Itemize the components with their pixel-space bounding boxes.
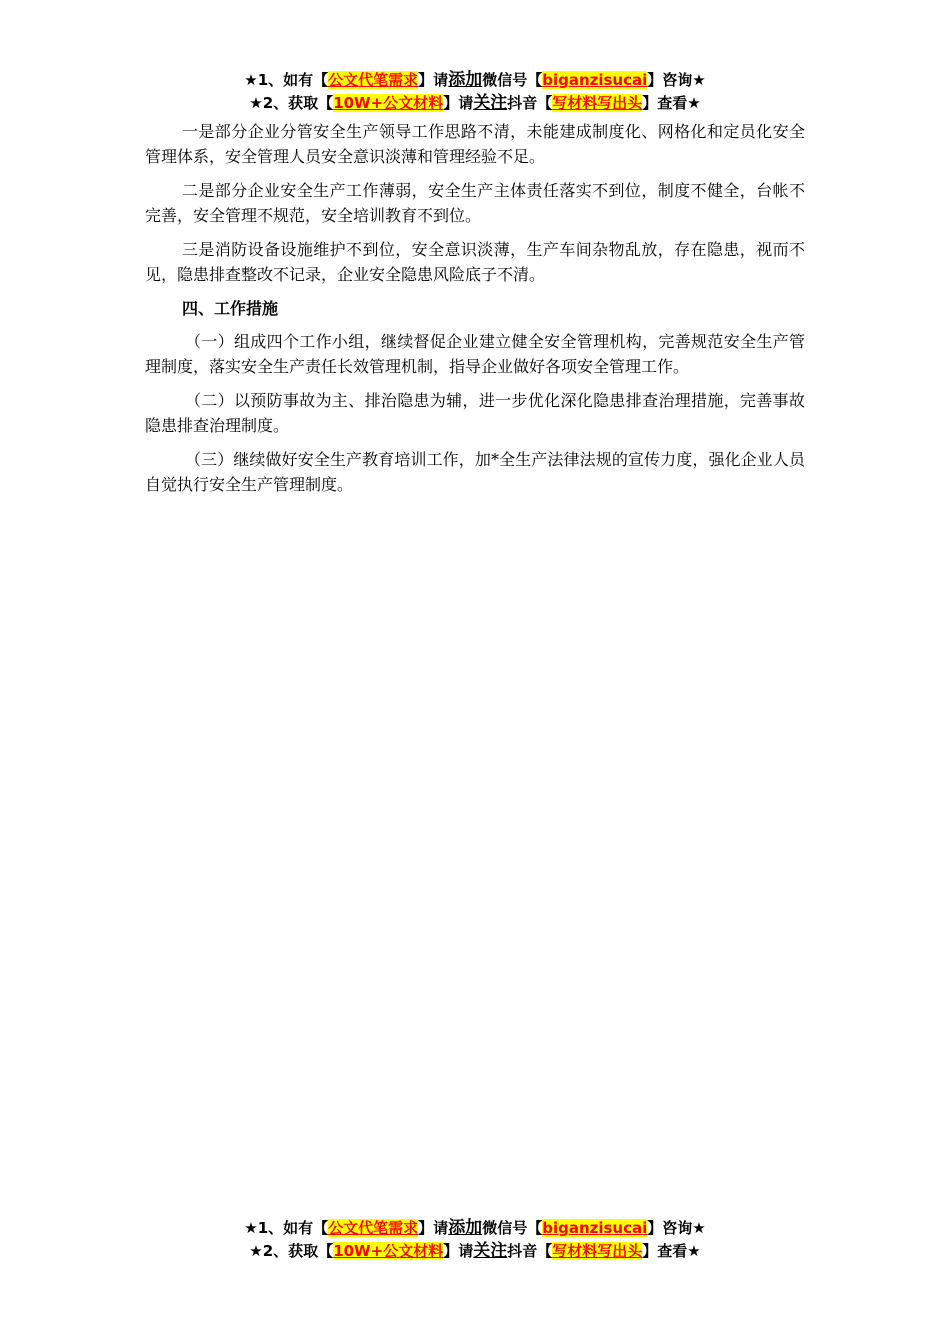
banner-text: 】请 — [443, 94, 474, 112]
banner-text: ★2、获取【 — [249, 94, 334, 112]
douyin-id: 写材料写出头 — [552, 1242, 643, 1260]
paragraph-measure-3: （三）继续做好安全生产教育培训工作，加*全生产法律法规的宣传力度，强化企业人员自觉执行安全生产管理制度。 — [145, 450, 805, 494]
banner-text: ★1、如有【 — [244, 71, 329, 89]
banner-text: 】咨询★ — [647, 1219, 706, 1237]
wechat-id: biganzisucai — [542, 71, 648, 89]
banner-text: 】请 — [418, 1219, 449, 1237]
banner-line-1 — [0, 69, 950, 92]
banner-line-2 — [0, 1240, 950, 1263]
highlight-text: 公文代笔需求 — [328, 1219, 419, 1237]
banner-text: ★1、如有【 — [244, 1219, 329, 1237]
highlight-text: 10W+公文材料 — [333, 94, 444, 112]
paragraph-problem-3: 三是消防设备设施维护不到位，安全意识淡薄，生产车间杂物乱放，存在隐患，视而不见，隐患排查整改不记录，企业安全隐患风险底子不清。 — [145, 240, 805, 284]
paragraph-problem-1: 一是部分企业分管安全生产领导工作思路不清，未能建成制度化、网格化和定员化安全管理体系，安全管理人员安全意识淡薄和管理经验不足。 — [145, 122, 805, 166]
emphasis-text: 关注 — [473, 1241, 508, 1261]
document-body — [145, 120, 805, 507]
banner-text: 】查看★ — [642, 94, 701, 112]
emphasis-text: 添加 — [448, 70, 483, 90]
paragraph-measure-2: （二）以预防事故为主、排治隐患为辅，进一步优化深化隐患排查治理措施，完善事故隐患排查治理制度。 — [145, 391, 805, 435]
header-banner — [0, 69, 950, 115]
emphasis-text: 关注 — [473, 93, 508, 113]
banner-text: 】咨询★ — [647, 71, 706, 89]
paragraph-measure-1: （一）组成四个工作小组，继续督促企业建立健全安全管理机构，完善规范安全生产管理制度，落实安全生产责任长效管理机制，指导企业做好各项安全管理工作。 — [145, 332, 805, 376]
paragraph-problem-2: 二是部分企业安全生产工作薄弱，安全生产主体责任落实不到位，制度不健全，台帐不完善，安全管理不规范，安全培训教育不到位。 — [145, 181, 805, 225]
banner-text: 微信号【 — [482, 71, 543, 89]
emphasis-text: 添加 — [448, 1218, 483, 1238]
banner-text: 】查看★ — [642, 1242, 701, 1260]
banner-line-2 — [0, 92, 950, 115]
banner-text: 微信号【 — [482, 1219, 543, 1237]
banner-text: 抖音【 — [507, 94, 553, 112]
douyin-id: 写材料写出头 — [552, 94, 643, 112]
banner-line-1 — [0, 1217, 950, 1240]
highlight-text: 10W+公文材料 — [333, 1242, 444, 1260]
wechat-id: biganzisucai — [542, 1219, 648, 1237]
highlight-text: 公文代笔需求 — [328, 71, 419, 89]
section-heading: 四、工作措施 — [182, 299, 279, 318]
footer-banner — [0, 1217, 950, 1263]
banner-text: 抖音【 — [507, 1242, 553, 1260]
banner-text: 】请 — [443, 1242, 474, 1260]
banner-text: ★2、获取【 — [249, 1242, 334, 1260]
banner-text: 】请 — [418, 71, 449, 89]
